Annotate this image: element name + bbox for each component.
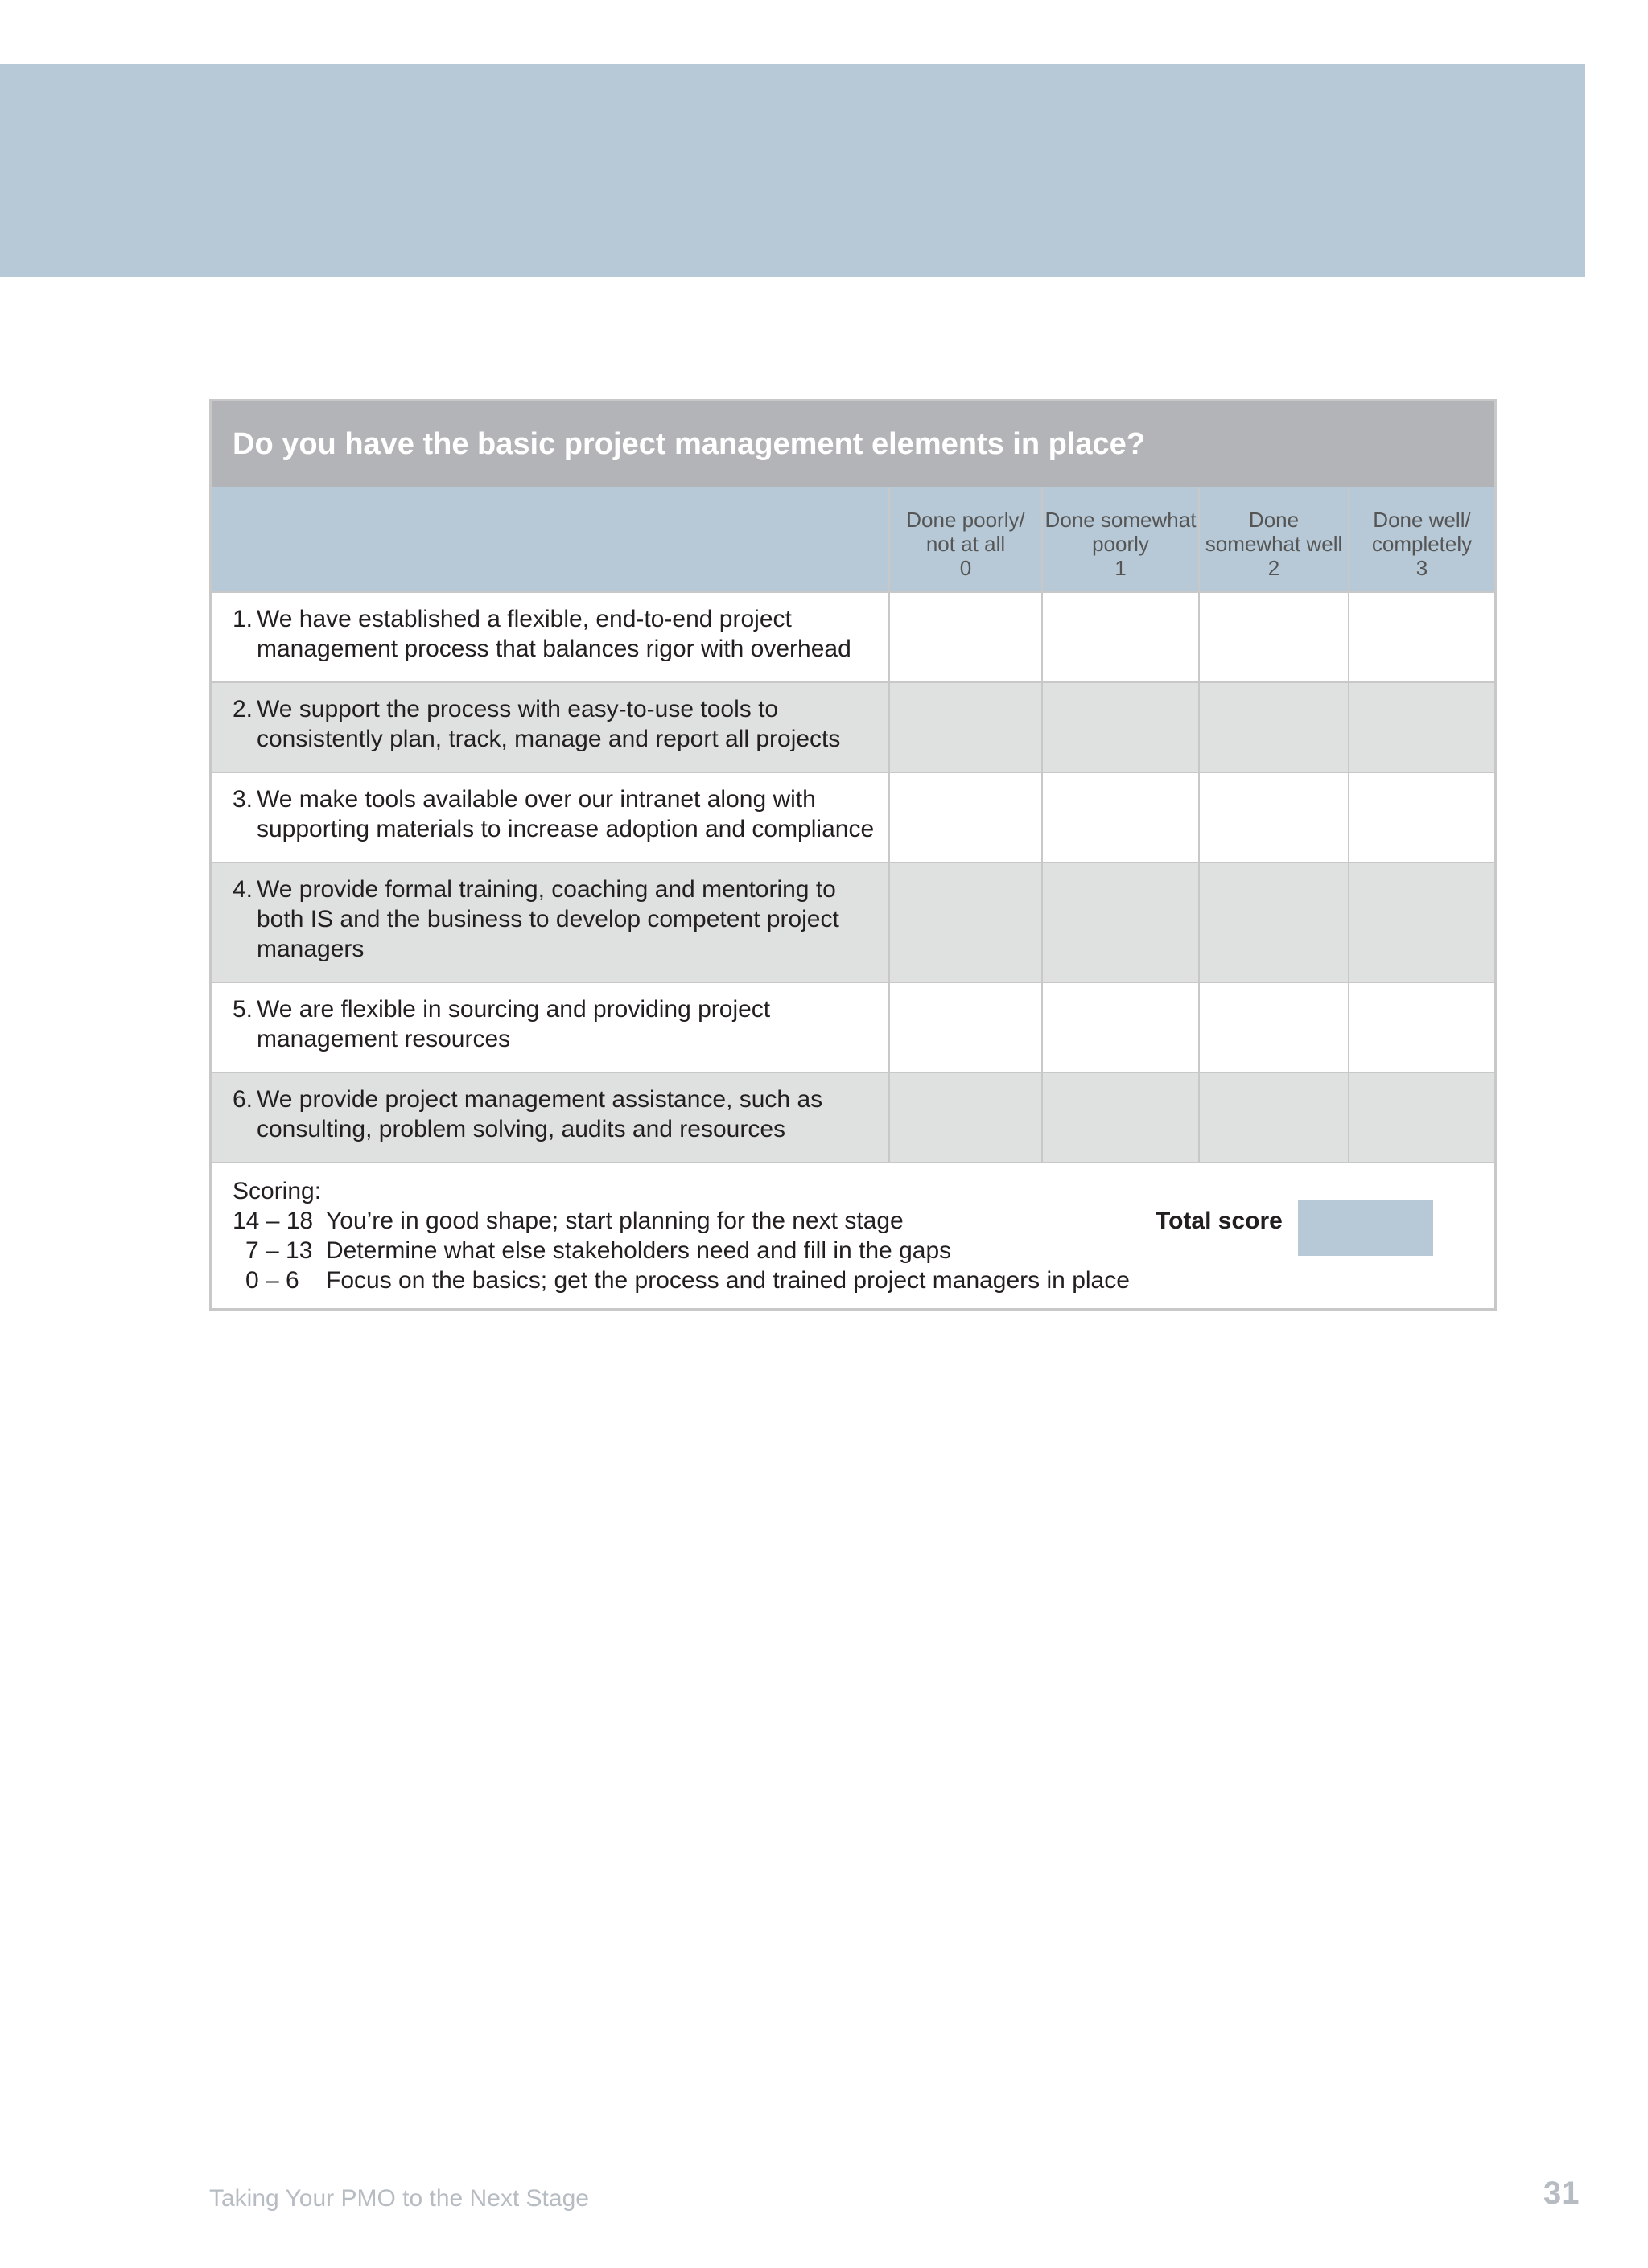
statement-cell: 2. We support the process with easy-to-use tools to consistently plan, track, manage and report all projects bbox=[233, 696, 841, 752]
score-cell-2[interactable] bbox=[1198, 773, 1348, 862]
score-cell-2[interactable] bbox=[1198, 983, 1348, 1072]
scoring-label: Scoring: bbox=[233, 1178, 322, 1204]
statement-cell: 3. We make tools available over our intranet along with supporting materials to increase adoption and compliance bbox=[233, 786, 875, 842]
score-cell-2[interactable] bbox=[1198, 863, 1348, 982]
total-score-field[interactable] bbox=[1298, 1200, 1433, 1256]
table-row bbox=[212, 1072, 1494, 1162]
scoring-section bbox=[212, 1162, 1494, 1308]
column-header-row bbox=[212, 487, 1494, 591]
score-cell-3[interactable] bbox=[1348, 1073, 1494, 1162]
score-cell-1[interactable] bbox=[1041, 593, 1198, 681]
table-row bbox=[212, 862, 1494, 982]
header-col-2: Done somewhat well 2 bbox=[1198, 487, 1348, 591]
page-number: 31 bbox=[1543, 2175, 1580, 2211]
header-col-1: Done somewhat poorly 1 bbox=[1041, 487, 1198, 591]
score-cell-2[interactable] bbox=[1198, 1073, 1348, 1162]
score-cell-0[interactable] bbox=[888, 983, 1041, 1072]
score-cell-1[interactable] bbox=[1041, 863, 1198, 982]
score-cell-2[interactable] bbox=[1198, 593, 1348, 681]
score-cell-3[interactable] bbox=[1348, 863, 1494, 982]
score-cell-3[interactable] bbox=[1348, 683, 1494, 772]
header-blank-cell bbox=[212, 487, 888, 591]
assessment-table bbox=[209, 399, 1497, 1311]
scoring-line: 14 – 18 You’re in good shape; start planning for the next stage bbox=[233, 1208, 904, 1234]
scoring-line: 7 – 13 Determine what else stakeholders need and fill in the gaps bbox=[245, 1237, 952, 1264]
score-cell-0[interactable] bbox=[888, 593, 1041, 681]
score-cell-2[interactable] bbox=[1198, 683, 1348, 772]
header-col-0: Done poorly/ not at all 0 bbox=[888, 487, 1041, 591]
total-score-label: Total score bbox=[1156, 1208, 1283, 1234]
score-cell-1[interactable] bbox=[1041, 683, 1198, 772]
header-band bbox=[0, 64, 1585, 277]
statement-cell: 1. We have established a flexible, end-to-end project management process that balances rigor with overhead bbox=[233, 606, 851, 662]
header-col-3: Done well/ completely 3 bbox=[1348, 487, 1494, 591]
score-cell-3[interactable] bbox=[1348, 983, 1494, 1072]
score-cell-1[interactable] bbox=[1041, 1073, 1198, 1162]
table-row bbox=[212, 772, 1494, 862]
score-cell-3[interactable] bbox=[1348, 773, 1494, 862]
table-row bbox=[212, 591, 1494, 681]
score-cell-1[interactable] bbox=[1041, 983, 1198, 1072]
score-cell-1[interactable] bbox=[1041, 773, 1198, 862]
score-cell-0[interactable] bbox=[888, 1073, 1041, 1162]
score-cell-0[interactable] bbox=[888, 863, 1041, 982]
scoring-line: 0 – 6 Focus on the basics; get the process and trained project managers in place bbox=[245, 1267, 1130, 1294]
table-row bbox=[212, 681, 1494, 772]
table-title: Do you have the basic project management elements in place? bbox=[212, 401, 1494, 487]
statement-cell: 6. We provide project management assistance, such as consulting, problem solving, audits and resources bbox=[233, 1086, 823, 1142]
score-cell-3[interactable] bbox=[1348, 593, 1494, 681]
footer-title: Taking Your PMO to the Next Stage bbox=[209, 2185, 589, 2212]
statement-cell: 4. We provide formal training, coaching and mentoring to both IS and the business to develop competent project managers bbox=[233, 876, 839, 962]
score-cell-0[interactable] bbox=[888, 683, 1041, 772]
score-cell-0[interactable] bbox=[888, 773, 1041, 862]
table-row bbox=[212, 982, 1494, 1072]
statement-cell: 5. We are flexible in sourcing and providing project management resources bbox=[233, 996, 771, 1052]
